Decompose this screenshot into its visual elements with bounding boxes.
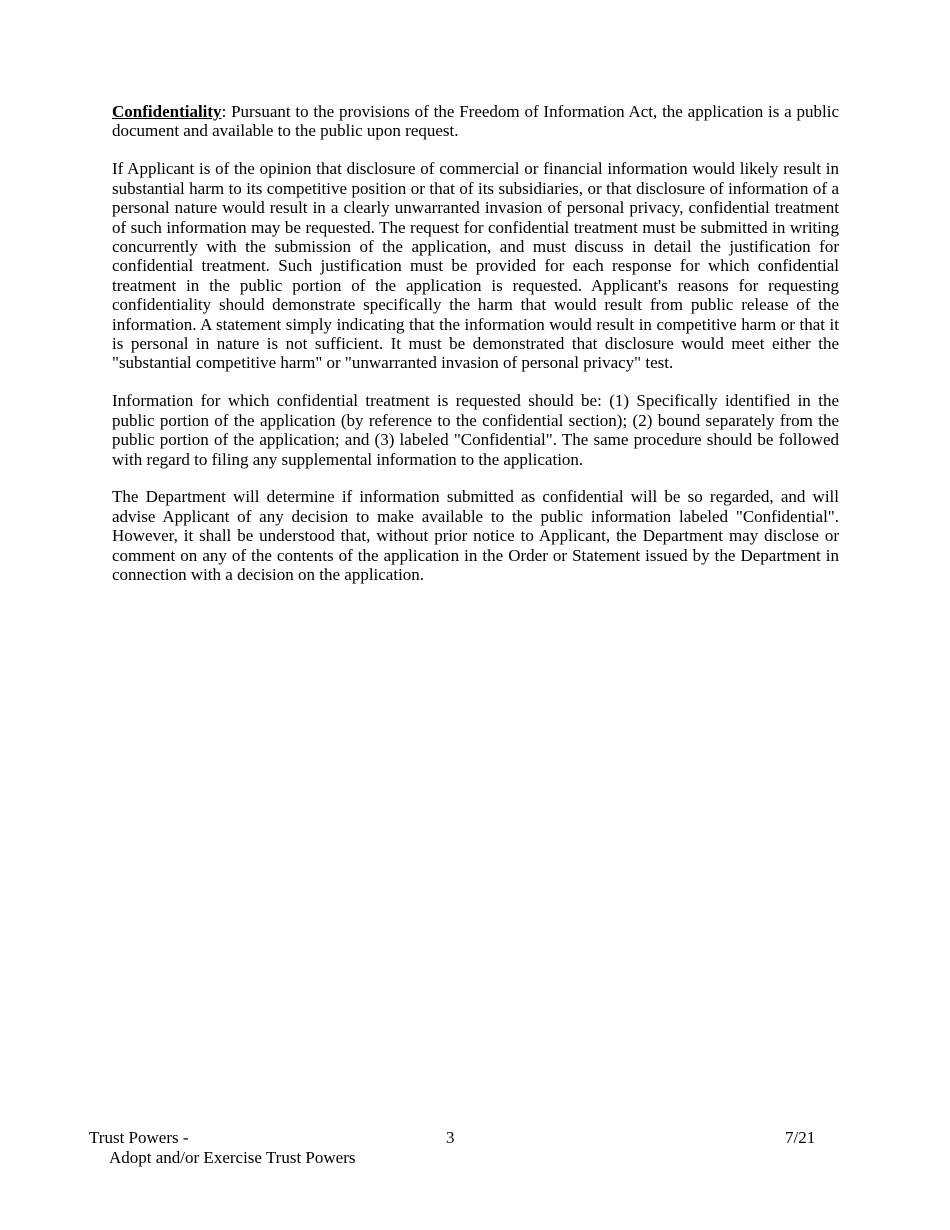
footer-date: 7/21 [785,1128,816,1147]
department-paragraph: The Department will determine if information submitted as confidential will be so regarded, and will advise Applicant of any decision to make available to the public information labeled "Confidential". However, it shall be understood that, without prior notice to Applicant, the Department may disclose or comment on any of the contents of the application in the Order or Statement issued by the Department in connection with a decision on the application. [112,487,839,585]
document-body [112,102,839,603]
footer-subtitle: Adopt and/or Exercise Trust Powers [109,1148,356,1167]
confidentiality-paragraph [112,102,839,141]
page-number: 3 [446,1128,455,1147]
confidentiality-intro: : Pursuant to the provisions of the Freedom of Information Act, the application is a public document and available to the public upon request. [112,102,839,141]
confidentiality-heading: Confidentiality [112,102,222,121]
footer-title: Trust Powers - [89,1128,189,1147]
disclosure-paragraph: If Applicant is of the opinion that disclosure of commercial or financial information would likely result in substantial harm to its competitive position or that of its subsidiaries, or that disclosure of information of a personal nature would result in a clearly unwarranted invasion of personal privacy, confidential treatment of such information may be requested. The request for confidential treatment must be submitted in writing concurrently with the submission of the application, and must discuss in detail the justification for confidential treatment. Such justification must be provided for each response for which confidential treatment in the public portion of the application is requested. Applicant's reasons for requesting confidentiality should demonstrate specifically the harm that would result from public release of the information. A statement simply indicating that the information would result in competitive harm or that it is personal in nature is not sufficient. It must be demonstrated that disclosure would meet either the "substantial competitive harm" or "unwarranted invasion of personal privacy" test. [112,159,839,373]
procedure-paragraph: Information for which confidential treatment is requested should be: (1) Specifically identified in the public portion of the application (by reference to the confidential section); (2) bound separately from the public portion of the application; and (3) labeled "Confidential". The same procedure should be followed with regard to filing any supplemental information to the application. [112,391,839,469]
